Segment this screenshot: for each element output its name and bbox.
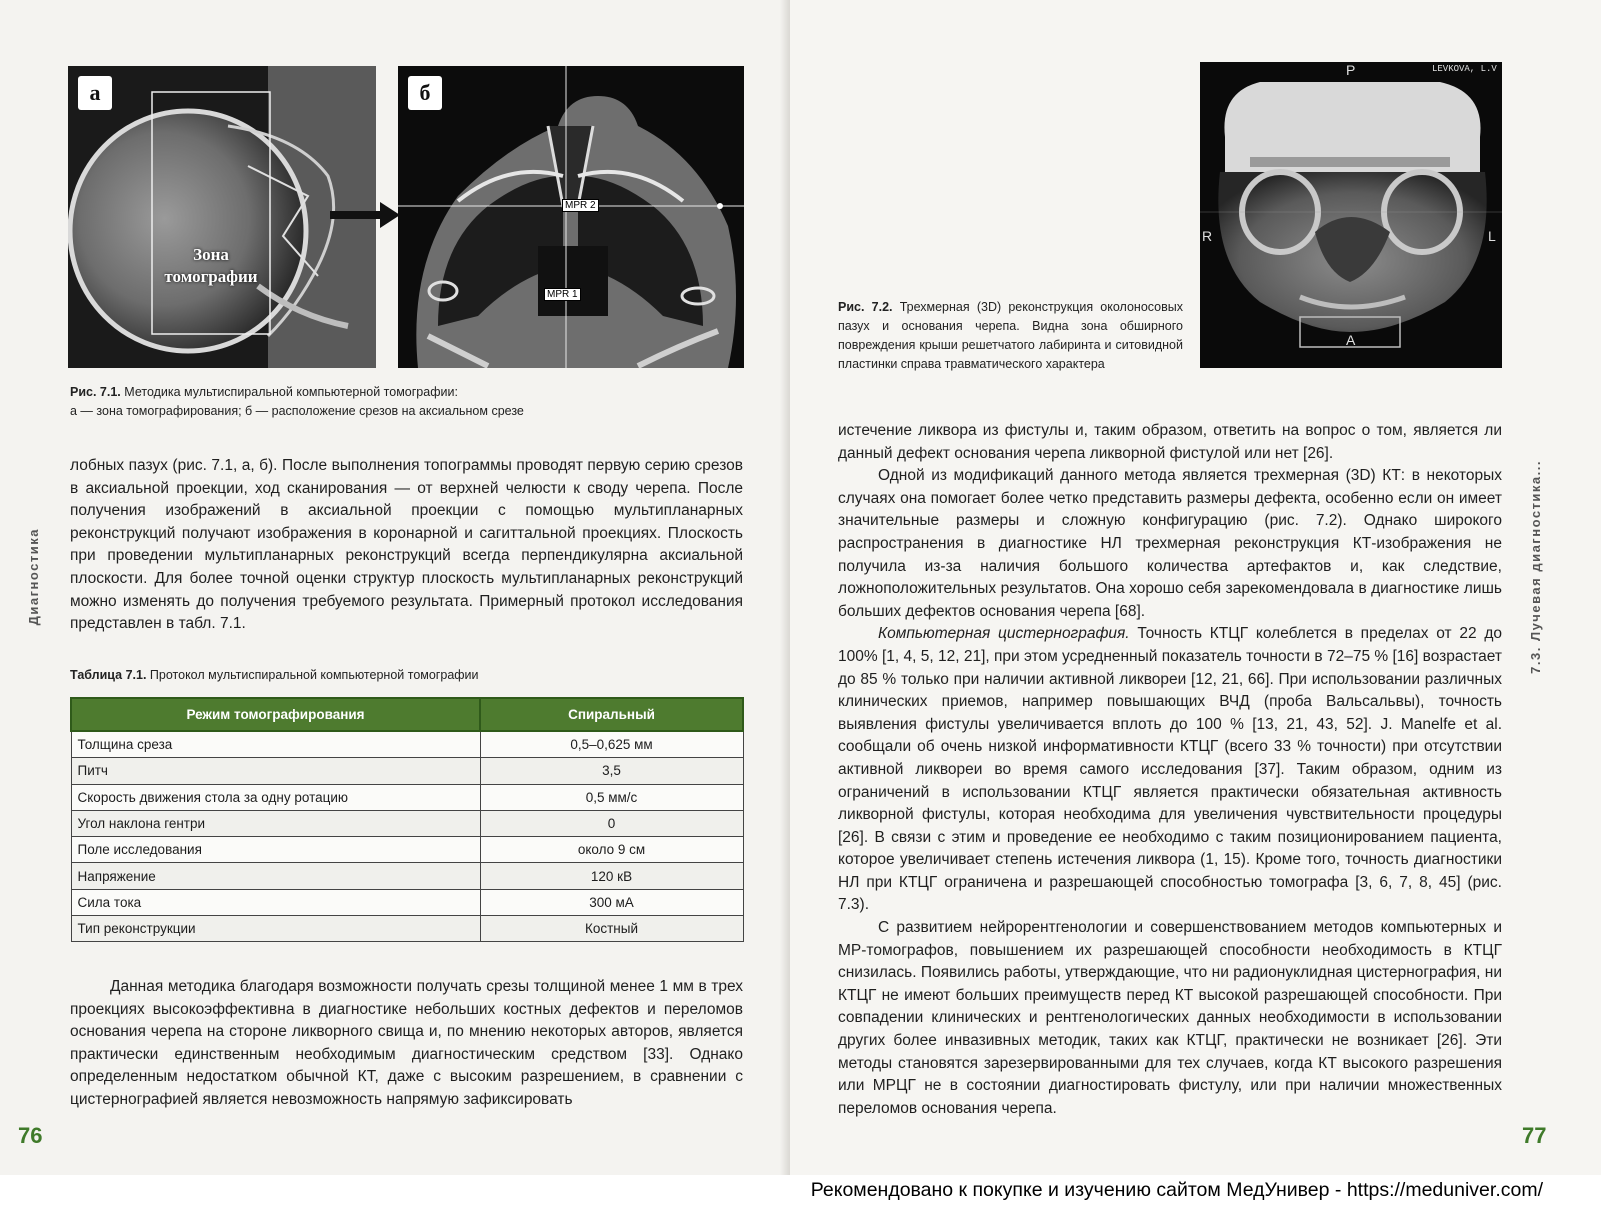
table-cell-param: Тип реконструкции	[71, 916, 480, 942]
caption-line-2: а — зона томографирования; б — расположение срезов на аксиальном срезе	[70, 404, 524, 418]
table-cell-param: Толщина среза	[71, 731, 480, 758]
table-cell-value: около 9 см	[480, 837, 743, 863]
figure-7-2-caption	[838, 298, 1183, 374]
caption-title: Рис. 7.1.	[70, 385, 121, 399]
3d-reconstruction-image	[1200, 62, 1502, 368]
table-row	[71, 758, 743, 784]
tomography-zone-label: Зона томографии	[164, 245, 258, 286]
table-row	[71, 889, 743, 915]
table-cell-value: 0	[480, 810, 743, 836]
figure-label-a: а	[78, 76, 112, 110]
table-row	[71, 810, 743, 836]
table-7-1-title	[70, 666, 750, 685]
left-page-number: 76	[18, 1123, 43, 1148]
table-cell-value: 120 кВ	[480, 863, 743, 889]
right-paragraph-2: Одной из модификаций данного метода является трехмерная (3D) КТ: в некоторых случаях она помогает более четко представить размеры дефекта, особенно если он имеет значительные размеры и сложную конфигурацию (рис. 7.2). Однако широкого распространения в диагностике НЛ трехмерная реконструкция КТ-изображения не получила из-за наличия большого количества артефактов и, как следствие, ложноположительных результатов. Она хорошо себя зарекомендовала в диагностике лишь больших дефектов основания черепа [68].	[838, 467, 1502, 620]
table-row	[71, 863, 743, 889]
table-row	[71, 731, 743, 758]
table-cell-param: Питч	[71, 758, 480, 784]
arrow-icon	[330, 200, 402, 230]
left-side-label: Диагностика	[26, 528, 41, 626]
figure-7-1-b	[398, 66, 744, 368]
right-body-text	[838, 420, 1502, 1120]
orientation-label-top: P	[1346, 62, 1356, 78]
right-page-number: 77	[1522, 1123, 1547, 1148]
left-paragraph-2: Данная методика благодаря возможности получать срезы толщиной менее 1 мм в трех проекциях высокоэффективна в диагностике небольших костных дефектов и переломов основания черепа на стороне ликворного свища и, по мнению некоторых авторов, является практически единственным необходимым диагностическим средством [33]. Однако определенным недостатком обычной КТ, даже с высоким разрешением, в сравнении с цистернографией является невозможность напрямую зафиксировать	[70, 978, 743, 1108]
table-cell-value: 0,5–0,625 мм	[480, 731, 743, 758]
table-row	[71, 784, 743, 810]
table-title-label: Таблица 7.1.	[70, 668, 147, 682]
right-page	[790, 0, 1601, 1175]
figure-7-2	[1200, 62, 1502, 368]
table-header-spiral: Спиральный	[480, 698, 743, 731]
table-cell-param: Сила тока	[71, 889, 480, 915]
table-cell-value: 3,5	[480, 758, 743, 784]
table-row	[71, 916, 743, 942]
dicom-header-text: LEVKOVA, L.V	[1432, 64, 1497, 74]
right-paragraph-4: С развитием нейрорентгенологии и совершенствованием методов компьютерных и МР-томографов, повышением их разрешающей способности необходимость в КТЦГ снизилась. Появились работы, утверждающие, что ни радионуклидная цистернография, ни КТЦГ не имеют больших преимуществ перед КТ высокой разрешающей способности. При совпадении клинических и рентгенологических данных необходимости в использовании других более инвазивных методик, таких как КТЦГ, практически не возникает [26]. Эти методы становятся зарезервированными для тех случаев, когда КТ высокого разрешения или МРЦГ не в состоянии диагностировать фистулу, или при наличии множественных переломов основания черепа.	[838, 919, 1502, 1117]
orientation-label-right: L	[1488, 228, 1496, 244]
table-cell-value: Костный	[480, 916, 743, 942]
table-cell-param: Угол наклона гентри	[71, 810, 480, 836]
table-cell-param: Поле исследования	[71, 837, 480, 863]
table-header-mode: Режим томографирования	[71, 698, 480, 731]
right-paragraph-1: истечение ликвора из фистулы и, таким образом, ответить на вопрос о том, является ли данный дефект основания черепа ликворной фистулой или нет [26].	[838, 422, 1502, 462]
mpr1-label: MPR 1	[544, 288, 581, 301]
table-title-text: Протокол мультиспиральной компьютерной томографии	[149, 668, 479, 682]
left-paragraph-1: лобных пазух (рис. 7.1, а, б). После выполнения топограммы проводят первую серию срезов в аксиальной проекции, ход сканирования — от верхней челюсти к своду черепа. После получения изображений в аксиальной проекции с помощью мультипланарных реконструкций получают изображения в коронарной и сагиттальной проекциях. Плоскость при проведении мультипланарных реконструкций всегда перпендикулярна аксиальной плоскости. Для более точной оценки структур плоскость мультипланарных реконструкций можно изменять до получения требуемого результата. Примерный протокол исследования представлен в табл. 7.1.	[70, 457, 743, 633]
right-side-label: 7.3. Лучевая диагностика...	[1528, 460, 1543, 674]
table-cell-value: 300 мА	[480, 889, 743, 915]
table-cell-param: Напряжение	[71, 863, 480, 889]
figure-7-1-caption	[70, 383, 750, 421]
caption-title: Рис. 7.2.	[838, 300, 893, 314]
footer-recommendation: Рекомендовано к покупке и изучению сайтом МедУнивер - https://meduniver.com/	[810, 1179, 1543, 1201]
orientation-label-left: R	[1202, 228, 1213, 244]
right-paragraph-3: Компьютерная цистернография. Точность КТЦГ колеблется в пределах от 22 до 100% [1, 4, 5, 12, 21], при этом усредненный показатель точности в 72–75 % [16] возрастает до 85 % только при наличии активной ликвореи [12, 21, 66]. При использовании различных клинических приемов, например повышающих ВЧД (проба Вальсальвы), точность выявления фистулы увеличивается вплоть до 100 % [13, 21, 43, 52]. J. Manelfe et al. сообщали об очень низкой информативности КТЦГ (всего 33 % точности) при отсутствии активной ликвореи во время самого исследования [37]. Таким образом, одним из ограничений в использовании КТЦГ является практически обязательная активность ликворной фистулы, которая необходима для увеличения чувствительности процедуры [26]. В связи с этим и проведение ее необходимо с таким позиционированием пациента, которое увеличивает степень истечения ликвора (1, 15). Кроме того, точность диагностики НЛ при КТЦГ ограничена и разрешающей способностью томографа [3, 6, 7, 8, 45] (рис. 7.3).	[838, 625, 1502, 914]
table-row	[71, 837, 743, 863]
table-header-row	[71, 698, 743, 731]
table-cell-value: 0,5 мм/с	[480, 784, 743, 810]
protocol-table	[70, 697, 744, 942]
left-page	[0, 0, 790, 1175]
table-cell-param: Скорость движения стола за одну ротацию	[71, 784, 480, 810]
caption-line-1: Методика мультиспиральной компьютерной томографии:	[124, 385, 458, 399]
caption-text: Трехмерная (3D) реконструкция околоносовых пазух и основания черепа. Видна зона обширного повреждения крыши решетчатого лабиринта и ситовидной пластинки справа травматического характера	[838, 300, 1183, 371]
axial-ct-image	[398, 66, 744, 368]
orientation-label-bottom: A	[1346, 332, 1356, 348]
mpr2-label: MPR 2	[562, 199, 599, 212]
figure-label-b: б	[408, 76, 442, 110]
